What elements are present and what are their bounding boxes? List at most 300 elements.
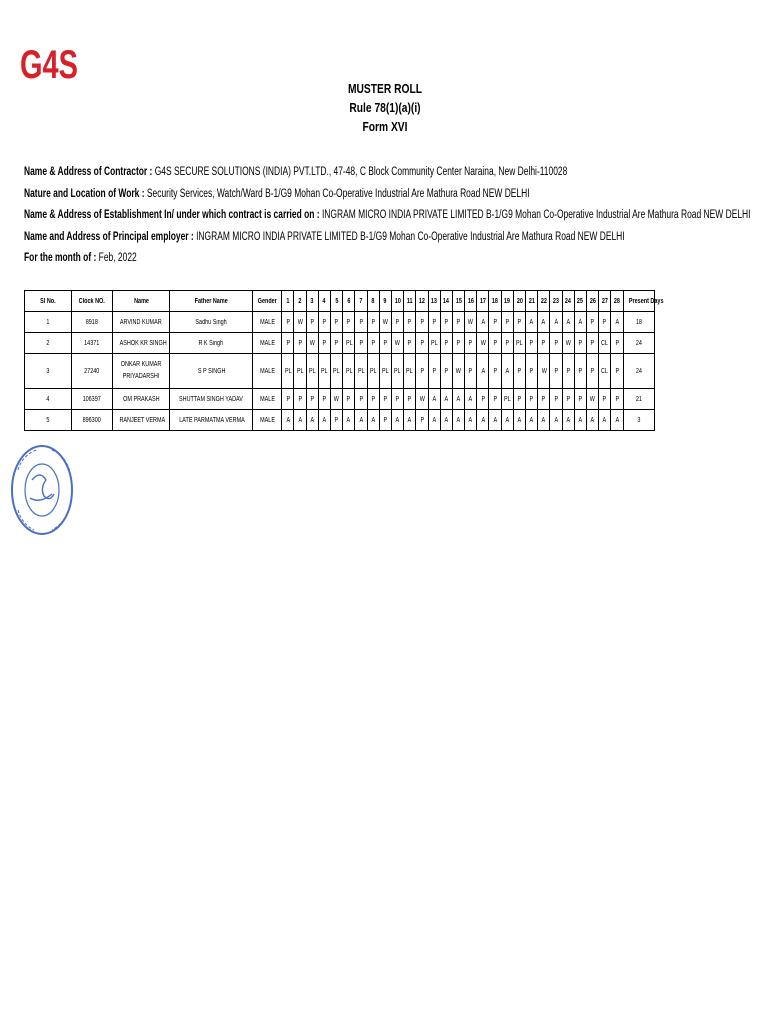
cell-attendance-day-27-text: P — [602, 395, 607, 403]
cell-attendance-day-20 — [513, 333, 525, 354]
cell-attendance-day-3 — [306, 312, 318, 333]
cell-attendance-day-2-text: P — [298, 339, 302, 347]
header-day-25-label: 25 — [577, 297, 584, 305]
cell-attendance-day-25-text: P — [578, 395, 583, 403]
cell-attendance-day-10-text: PL — [394, 367, 401, 375]
cell-attendance-day-11-text: P — [407, 395, 412, 403]
cell-attendance-day-23-text: P — [554, 367, 558, 375]
cell-attendance-day-28 — [611, 354, 623, 389]
cell-attendance-day-24-text: P — [566, 395, 571, 403]
cell-sl-no-text: 5 — [46, 416, 50, 424]
cell-attendance-day-4-text: P — [322, 339, 327, 347]
header-day-10-label: 10 — [394, 297, 401, 305]
cell-attendance-day-28 — [611, 333, 623, 354]
cell-attendance-day-12-text: P — [420, 339, 424, 347]
cell-attendance-day-26 — [586, 312, 598, 333]
cell-attendance-day-20-text: A — [517, 416, 522, 424]
cell-attendance-day-3 — [306, 389, 318, 410]
header-day-28-label: 28 — [613, 297, 620, 305]
cell-attendance-day-25-text: P — [578, 367, 583, 375]
cell-gender-text: MALE — [259, 416, 275, 424]
cell-attendance-day-8-text: A — [371, 416, 376, 424]
cell-clock-no — [72, 354, 113, 389]
cell-attendance-day-28-text: A — [615, 318, 619, 326]
cell-attendance-day-12 — [416, 333, 428, 354]
cell-father-name-text: R K Singh — [198, 339, 224, 347]
cell-attendance-day-17-text: A — [481, 416, 485, 424]
cell-attendance-day-20-text: P — [517, 367, 522, 375]
cell-attendance-day-23 — [550, 410, 562, 431]
cell-attendance-day-1-text: P — [286, 339, 290, 347]
cell-attendance-day-19-text: A — [505, 367, 510, 375]
cell-attendance-day-11 — [404, 333, 416, 354]
cell-attendance-day-18-text: P — [493, 339, 497, 347]
cell-attendance-day-16 — [465, 312, 477, 333]
cell-present-days — [623, 389, 654, 410]
cell-attendance-day-23 — [550, 312, 562, 333]
cell-attendance-day-4-text: PL — [321, 367, 328, 375]
cell-name — [113, 312, 170, 333]
contractor-label: Name & Address of Contractor : — [24, 166, 153, 178]
cell-attendance-day-7-text: P — [359, 318, 363, 326]
cell-name-text: ASHOK KR SINGH — [119, 339, 167, 347]
cell-sl-no-text: 3 — [46, 367, 50, 375]
title-block — [69, 80, 700, 137]
cell-attendance-day-7-text: A — [359, 416, 363, 424]
cell-attendance-day-19 — [501, 354, 513, 389]
cell-father-name-text: Sadhu Singh — [195, 318, 227, 326]
cell-attendance-day-17-text: W — [480, 339, 486, 347]
cell-gender-text: MALE — [259, 395, 275, 403]
cell-attendance-day-13 — [428, 389, 440, 410]
cell-clock-no-text: 27240 — [84, 367, 100, 375]
cell-present-days-text: 21 — [635, 395, 642, 403]
cell-attendance-day-18-text: P — [493, 395, 497, 403]
header-day-14 — [440, 291, 452, 312]
cell-gender-text: MALE — [259, 367, 275, 375]
cell-attendance-day-9 — [379, 312, 391, 333]
cell-attendance-day-25-text: A — [578, 318, 583, 326]
cell-attendance-day-17-text: A — [481, 367, 485, 375]
cell-attendance-day-4 — [318, 354, 330, 389]
cell-gender — [253, 312, 282, 333]
cell-attendance-day-25 — [574, 312, 586, 333]
cell-attendance-day-9 — [379, 389, 391, 410]
cell-attendance-day-19-text: A — [505, 416, 510, 424]
cell-attendance-day-28-text: P — [615, 367, 619, 375]
cell-attendance-day-1 — [282, 389, 294, 410]
cell-attendance-day-14 — [440, 333, 452, 354]
header-day-6-label: 6 — [347, 297, 351, 305]
cell-attendance-day-1-text: PL — [284, 367, 292, 375]
header-day-19-label: 19 — [504, 297, 511, 305]
cell-attendance-day-3-text: P — [310, 395, 315, 403]
cell-attendance-day-28 — [611, 410, 623, 431]
header-father-name-label: Father Name — [194, 297, 228, 305]
cell-attendance-day-22 — [538, 410, 550, 431]
header-day-27 — [599, 291, 611, 312]
header-gender — [253, 291, 282, 312]
cell-present-days-text: 24 — [635, 367, 642, 375]
cell-attendance-day-15-text: A — [456, 395, 461, 403]
cell-attendance-day-24 — [562, 389, 574, 410]
cell-attendance-day-21-text: A — [529, 318, 534, 326]
cell-attendance-day-17 — [477, 410, 489, 431]
header-day-15 — [452, 291, 464, 312]
establishment-value: INGRAM MICRO INDIA PRIVATE LIMITED B-1/G9 Mohan Co-Operative Industrial Are Mathura Road NEW DELHI — [321, 209, 751, 221]
cell-attendance-day-24 — [562, 354, 574, 389]
cell-attendance-day-13 — [428, 410, 440, 431]
cell-attendance-day-1-text: P — [286, 318, 290, 326]
cell-attendance-day-1 — [282, 410, 294, 431]
cell-attendance-day-21 — [526, 389, 538, 410]
header-day-16 — [465, 291, 477, 312]
cell-father-name-text: SHUTTAM SINGH YADAV — [179, 395, 244, 403]
cell-attendance-day-6-text: A — [346, 416, 351, 424]
svg-text:G4S: G4S — [20, 43, 78, 87]
cell-attendance-day-22-text: P — [541, 395, 546, 403]
cell-attendance-day-4 — [318, 410, 330, 431]
cell-attendance-day-27 — [599, 389, 611, 410]
cell-attendance-day-17 — [477, 354, 489, 389]
cell-present-days-text: 24 — [635, 339, 642, 347]
cell-attendance-day-20 — [513, 354, 525, 389]
cell-attendance-day-10 — [391, 410, 403, 431]
cell-attendance-day-6 — [343, 354, 355, 389]
cell-clock-no — [72, 389, 113, 410]
cell-attendance-day-22-text: W — [541, 367, 547, 375]
header-day-27-label: 27 — [601, 297, 608, 305]
cell-attendance-day-27-text: CL — [601, 339, 609, 347]
header-day-2 — [294, 291, 306, 312]
cell-attendance-day-8-text: P — [371, 318, 376, 326]
cell-attendance-day-18 — [489, 333, 501, 354]
cell-attendance-day-9-text: P — [383, 416, 388, 424]
cell-attendance-day-21-text: P — [529, 367, 534, 375]
cell-attendance-day-25 — [574, 389, 586, 410]
cell-attendance-day-13-text: P — [432, 367, 436, 375]
header-day-8-label: 8 — [371, 297, 375, 305]
cell-attendance-day-23-text: P — [554, 339, 558, 347]
header-day-19 — [501, 291, 513, 312]
cell-attendance-day-12 — [416, 354, 428, 389]
cell-attendance-day-27-text: P — [602, 318, 607, 326]
cell-present-days — [623, 354, 654, 389]
cell-name-text: OM PRAKASH — [122, 395, 160, 403]
cell-attendance-day-9-text: PL — [382, 367, 389, 375]
header-day-22 — [538, 291, 550, 312]
cell-sl-no — [25, 333, 72, 354]
header-present-days-label: Present Days — [628, 297, 664, 305]
table-row — [25, 333, 655, 354]
header-day-20 — [513, 291, 525, 312]
cell-attendance-day-26 — [586, 354, 598, 389]
cell-attendance-day-10-text: P — [395, 318, 400, 326]
cell-attendance-day-24 — [562, 312, 574, 333]
cell-gender-text: MALE — [259, 318, 275, 326]
header-day-23-label: 23 — [552, 297, 560, 305]
cell-attendance-day-14-text: A — [444, 395, 449, 403]
cell-attendance-day-10-text: P — [395, 395, 400, 403]
cell-attendance-day-25 — [574, 333, 586, 354]
header-day-1 — [282, 291, 294, 312]
cell-attendance-day-13-text: A — [432, 416, 436, 424]
cell-attendance-day-1 — [282, 333, 294, 354]
cell-clock-no-text: 8918 — [85, 318, 99, 326]
cell-attendance-day-11 — [404, 312, 416, 333]
cell-attendance-day-6 — [343, 389, 355, 410]
cell-attendance-day-5-text: P — [334, 318, 339, 326]
cell-attendance-day-22-text: P — [541, 339, 546, 347]
cell-attendance-day-7-text: PL — [357, 367, 365, 375]
cell-attendance-day-16 — [465, 333, 477, 354]
header-day-24-label: 24 — [565, 297, 572, 305]
cell-attendance-day-9 — [379, 354, 391, 389]
cell-name — [113, 410, 170, 431]
cell-attendance-day-28-text: P — [615, 339, 619, 347]
cell-attendance-day-4 — [318, 389, 330, 410]
cell-clock-no — [72, 333, 113, 354]
cell-gender — [253, 410, 282, 431]
cell-attendance-day-18 — [489, 312, 501, 333]
cell-attendance-day-15 — [452, 410, 464, 431]
cell-attendance-day-7 — [355, 354, 367, 389]
principal-line — [24, 227, 686, 249]
header-day-14-label: 14 — [443, 297, 450, 305]
cell-attendance-day-17 — [477, 333, 489, 354]
cell-father-name — [170, 389, 253, 410]
cell-attendance-day-24-text: A — [566, 416, 571, 424]
cell-attendance-day-14 — [440, 312, 452, 333]
cell-attendance-day-26-text: W — [589, 395, 596, 403]
cell-present-days-text: 18 — [635, 318, 642, 326]
cell-attendance-day-7-text: P — [359, 395, 363, 403]
cell-attendance-day-15 — [452, 333, 464, 354]
cell-attendance-day-5 — [331, 312, 343, 333]
month-line — [24, 248, 686, 270]
header-day-11 — [404, 291, 416, 312]
header-day-13-label: 13 — [431, 297, 438, 305]
cell-present-days — [623, 312, 654, 333]
header-day-24 — [562, 291, 574, 312]
cell-attendance-day-7-text: P — [359, 339, 363, 347]
cell-attendance-day-28 — [611, 312, 623, 333]
cell-attendance-day-8-text: P — [371, 339, 376, 347]
header-father-name — [170, 291, 253, 312]
cell-attendance-day-18-text: P — [493, 367, 497, 375]
header-day-21-label: 21 — [528, 297, 535, 305]
table-row — [25, 410, 655, 431]
header-day-25 — [574, 291, 586, 312]
principal-value: INGRAM MICRO INDIA PRIVATE LIMITED B-1/G9 Mohan Co-Operative Industrial Are Mathura Road NEW DELHI — [196, 230, 625, 243]
cell-attendance-day-15-text: P — [456, 339, 461, 347]
cell-attendance-day-11 — [404, 410, 416, 431]
cell-attendance-day-10-text: A — [395, 416, 400, 424]
cell-attendance-day-8-text: P — [371, 395, 376, 403]
cell-attendance-day-2-text: PL — [296, 367, 304, 375]
cell-attendance-day-23 — [550, 354, 562, 389]
cell-attendance-day-14 — [440, 410, 452, 431]
cell-attendance-day-17 — [477, 389, 489, 410]
work-label: Nature and Location of Work : — [24, 187, 145, 200]
header-day-5-label: 5 — [335, 297, 339, 305]
header-day-2-label: 2 — [298, 297, 302, 305]
header-sl-no-label: Sl No. — [40, 297, 56, 305]
cell-attendance-day-26 — [586, 410, 598, 431]
cell-attendance-day-14-text: P — [444, 367, 449, 375]
cell-attendance-day-2 — [294, 389, 306, 410]
cell-attendance-day-9-text: P — [383, 395, 388, 403]
cell-attendance-day-19-text: PL — [503, 395, 511, 403]
cell-father-name — [170, 312, 253, 333]
cell-name-text: ONKAR KUMAR PRIYADARSHI — [120, 361, 162, 380]
header-day-9-label: 9 — [383, 297, 387, 305]
header-day-7 — [355, 291, 367, 312]
header-day-3 — [306, 291, 318, 312]
cell-attendance-day-13-text: PL — [430, 339, 438, 347]
header-day-26-label: 26 — [589, 297, 596, 305]
cell-attendance-day-7 — [355, 333, 367, 354]
cell-attendance-day-10 — [391, 333, 403, 354]
header-day-4-label: 4 — [322, 297, 326, 305]
company-seal-stamp — [8, 440, 76, 540]
header-day-17-label: 17 — [479, 297, 486, 305]
cell-clock-no — [72, 410, 113, 431]
header-day-13 — [428, 291, 440, 312]
contractor-line — [24, 162, 686, 184]
cell-attendance-day-3-text: P — [310, 318, 315, 326]
cell-attendance-day-9 — [379, 410, 391, 431]
contractor-value: G4S SECURE SOLUTIONS (INDIA) PVT.LTD., 47-48, C Block Community Center Naraina, New Delhi-110028 — [154, 166, 568, 178]
cell-attendance-day-12 — [416, 410, 428, 431]
cell-attendance-day-18-text: A — [493, 416, 497, 424]
header-day-4 — [318, 291, 330, 312]
cell-attendance-day-20 — [513, 389, 525, 410]
cell-attendance-day-23-text: A — [554, 318, 558, 326]
cell-attendance-day-21 — [526, 312, 538, 333]
cell-attendance-day-16-text: P — [468, 367, 473, 375]
cell-attendance-day-25-text: P — [578, 339, 583, 347]
cell-father-name-text: S P SINGH — [197, 367, 225, 375]
cell-present-days-text: 3 — [637, 416, 641, 424]
cell-attendance-day-20 — [513, 410, 525, 431]
table-row — [25, 354, 655, 389]
cell-attendance-day-18 — [489, 389, 501, 410]
cell-attendance-day-19 — [501, 333, 513, 354]
cell-attendance-day-14-text: P — [444, 339, 449, 347]
cell-name-text: ARVIND KUMAR — [120, 318, 163, 326]
cell-attendance-day-12-text: P — [420, 416, 424, 424]
header-name — [113, 291, 170, 312]
cell-attendance-day-5-text: P — [334, 416, 339, 424]
g4s-logo — [20, 40, 80, 87]
cell-attendance-day-5 — [331, 410, 343, 431]
header-name-label: Name — [133, 297, 149, 305]
cell-attendance-day-28 — [611, 389, 623, 410]
cell-attendance-day-11-text: P — [407, 339, 412, 347]
cell-attendance-day-27 — [599, 354, 611, 389]
cell-attendance-day-15-text: A — [456, 416, 461, 424]
header-day-21 — [526, 291, 538, 312]
cell-sl-no-text: 2 — [46, 339, 50, 347]
document-title: MUSTER ROLL — [347, 82, 423, 96]
cell-attendance-day-10 — [391, 389, 403, 410]
cell-attendance-day-13 — [428, 354, 440, 389]
cell-attendance-day-22-text: A — [541, 318, 546, 326]
cell-attendance-day-5 — [331, 354, 343, 389]
cell-attendance-day-1-text: P — [286, 395, 290, 403]
cell-father-name — [170, 410, 253, 431]
cell-attendance-day-2-text: W — [297, 318, 303, 326]
cell-attendance-day-21 — [526, 333, 538, 354]
table-row — [25, 312, 655, 333]
cell-attendance-day-22-text: A — [541, 416, 546, 424]
cell-attendance-day-17-text: P — [481, 395, 485, 403]
cell-attendance-day-7 — [355, 410, 367, 431]
cell-attendance-day-28-text: P — [615, 395, 619, 403]
cell-sl-no — [25, 410, 72, 431]
cell-attendance-day-3-text: PL — [308, 367, 316, 375]
form-number: Form XVI — [362, 120, 408, 134]
cell-attendance-day-6 — [343, 333, 355, 354]
cell-attendance-day-25 — [574, 354, 586, 389]
cell-attendance-day-21-text: P — [529, 395, 534, 403]
work-value: Security Services, Watch/Ward B-1/G9 Mohan Co-Operative Industrial Are Mathura Road NEW DELHI — [146, 187, 530, 200]
cell-attendance-day-17-text: A — [481, 318, 485, 326]
cell-attendance-day-22 — [538, 354, 550, 389]
header-day-12 — [416, 291, 428, 312]
cell-attendance-day-9-text: W — [382, 318, 388, 326]
cell-attendance-day-26 — [586, 389, 598, 410]
header-day-17 — [477, 291, 489, 312]
header-day-3-label: 3 — [310, 297, 314, 305]
cell-attendance-day-2-text: A — [298, 416, 302, 424]
header-day-18 — [489, 291, 501, 312]
header-clock-no-label: Clock NO. — [79, 297, 106, 305]
cell-attendance-day-20-text: PL — [516, 339, 523, 347]
muster-roll-table — [24, 290, 664, 431]
work-line — [24, 184, 686, 206]
cell-attendance-day-12-text: W — [419, 395, 425, 403]
cell-attendance-day-2 — [294, 354, 306, 389]
cell-attendance-day-5-text: W — [334, 395, 340, 403]
cell-attendance-day-24-text: P — [566, 367, 571, 375]
cell-present-days — [623, 333, 654, 354]
cell-gender — [253, 389, 282, 410]
cell-attendance-day-23-text: P — [554, 395, 558, 403]
header-day-18-label: 18 — [492, 297, 499, 305]
header-gender-label: Gender — [257, 297, 277, 305]
cell-attendance-day-19-text: P — [505, 318, 510, 326]
header-present-days — [623, 291, 664, 312]
cell-attendance-day-10-text: W — [394, 339, 401, 347]
cell-attendance-day-24-text: A — [566, 318, 571, 326]
cell-attendance-day-22 — [538, 312, 550, 333]
header-day-20-label: 20 — [516, 297, 523, 305]
cell-attendance-day-27 — [599, 410, 611, 431]
establishment-label: Name & Address of Establishment In/ under which contract is carried on : — [24, 209, 320, 221]
cell-attendance-day-14 — [440, 354, 452, 389]
cell-attendance-day-15-text: P — [456, 318, 461, 326]
header-day-5 — [331, 291, 343, 312]
cell-attendance-day-25-text: A — [578, 416, 583, 424]
cell-attendance-day-14-text: A — [444, 416, 449, 424]
cell-attendance-day-25 — [574, 410, 586, 431]
cell-attendance-day-19 — [501, 410, 513, 431]
cell-attendance-day-16-text: P — [468, 339, 473, 347]
cell-attendance-day-21 — [526, 354, 538, 389]
cell-attendance-day-15-text: W — [455, 367, 462, 375]
